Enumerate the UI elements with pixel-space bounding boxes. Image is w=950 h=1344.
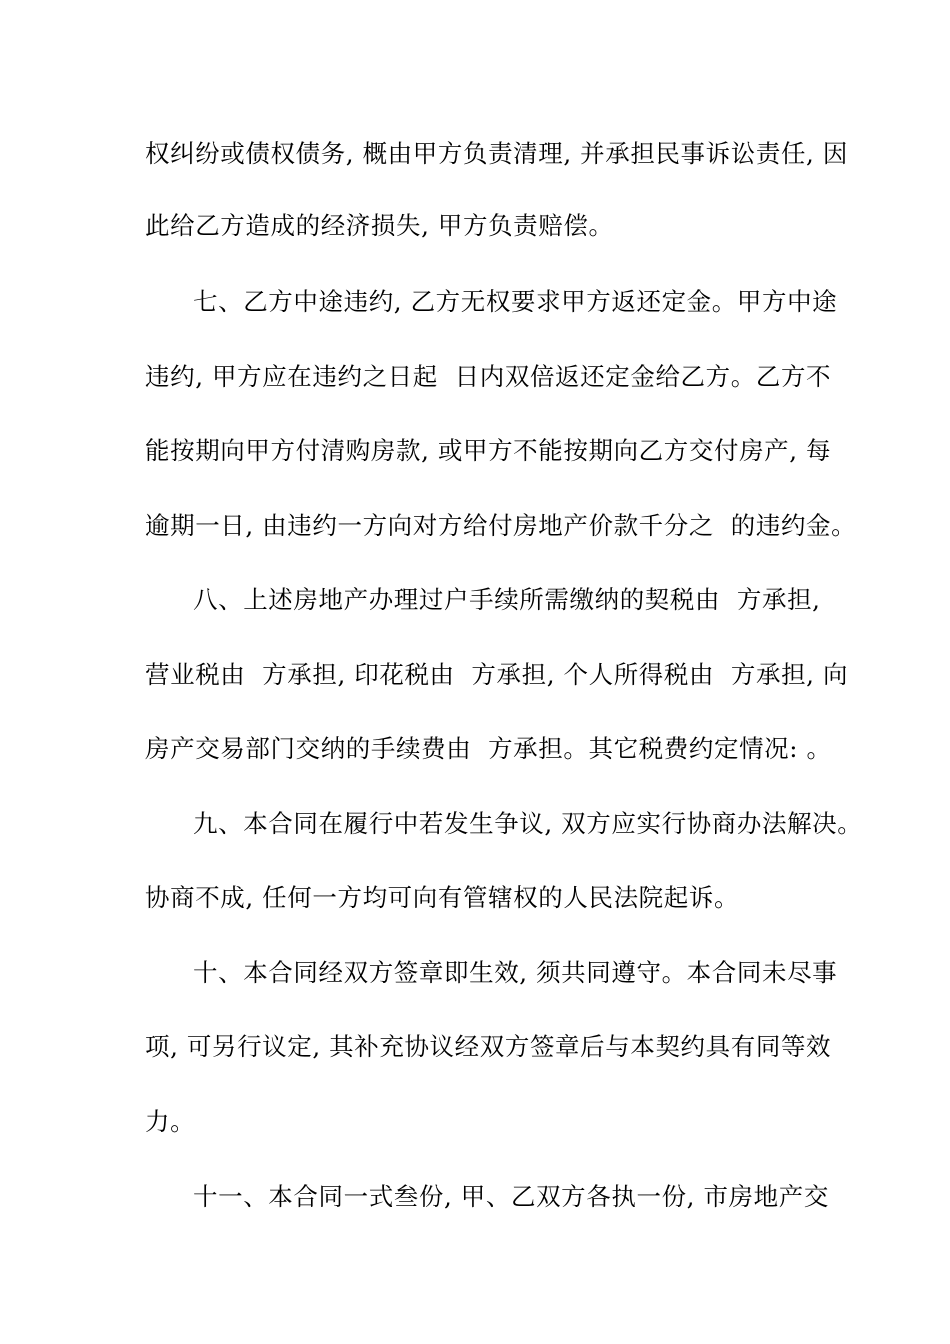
- text-line: 营业税由 方承担, 印花税由 方承担, 个人所得税由 方承担, 向: [145, 660, 849, 689]
- text-line: 协商不成, 任何一方均可向有管辖权的人民法院起诉。: [145, 883, 740, 912]
- text-line: 逾期一日, 由违约一方向对方给付房地产价款千分之 的违约金。: [145, 511, 857, 540]
- paragraph-seven-start: 七、乙方中途违约, 乙方无权要求甲方返还定金。甲方中途: [193, 287, 838, 316]
- text-line: 项, 可另行议定, 其补充协议经双方签章后与本契约具有同等效: [145, 1032, 832, 1061]
- paragraph-eight-start: 八、上述房地产办理过户手续所需缴纳的契税由 方承担,: [193, 585, 821, 614]
- paragraph-nine-start: 九、本合同在履行中若发生争议, 双方应实行协商办法解决。: [193, 809, 863, 838]
- text-line: 违约, 甲方应在违约之日起 日内双倍返还定金给乙方。乙方不: [145, 362, 832, 391]
- paragraph-ten-start: 十、本合同经双方签章即生效, 须共同遵守。本合同未尽事: [193, 958, 838, 987]
- text-line: 力。: [145, 1107, 196, 1136]
- paragraph-eleven-start: 十一、本合同一式叁份, 甲、乙双方各执一份, 市房地产交: [193, 1182, 829, 1211]
- text-line: 能按期向甲方付清购房款, 或甲方不能按期向乙方交付房产, 每: [145, 436, 832, 465]
- text-line: 此给乙方造成的经济损失, 甲方负责赔偿。: [145, 211, 614, 240]
- text-line: 权纠纷或债权债务, 概由甲方负责清理, 并承担民事诉讼责任, 因: [145, 139, 848, 168]
- text-line: 房产交易部门交纳的手续费由 方承担。其它税费约定情况: 。: [145, 734, 832, 763]
